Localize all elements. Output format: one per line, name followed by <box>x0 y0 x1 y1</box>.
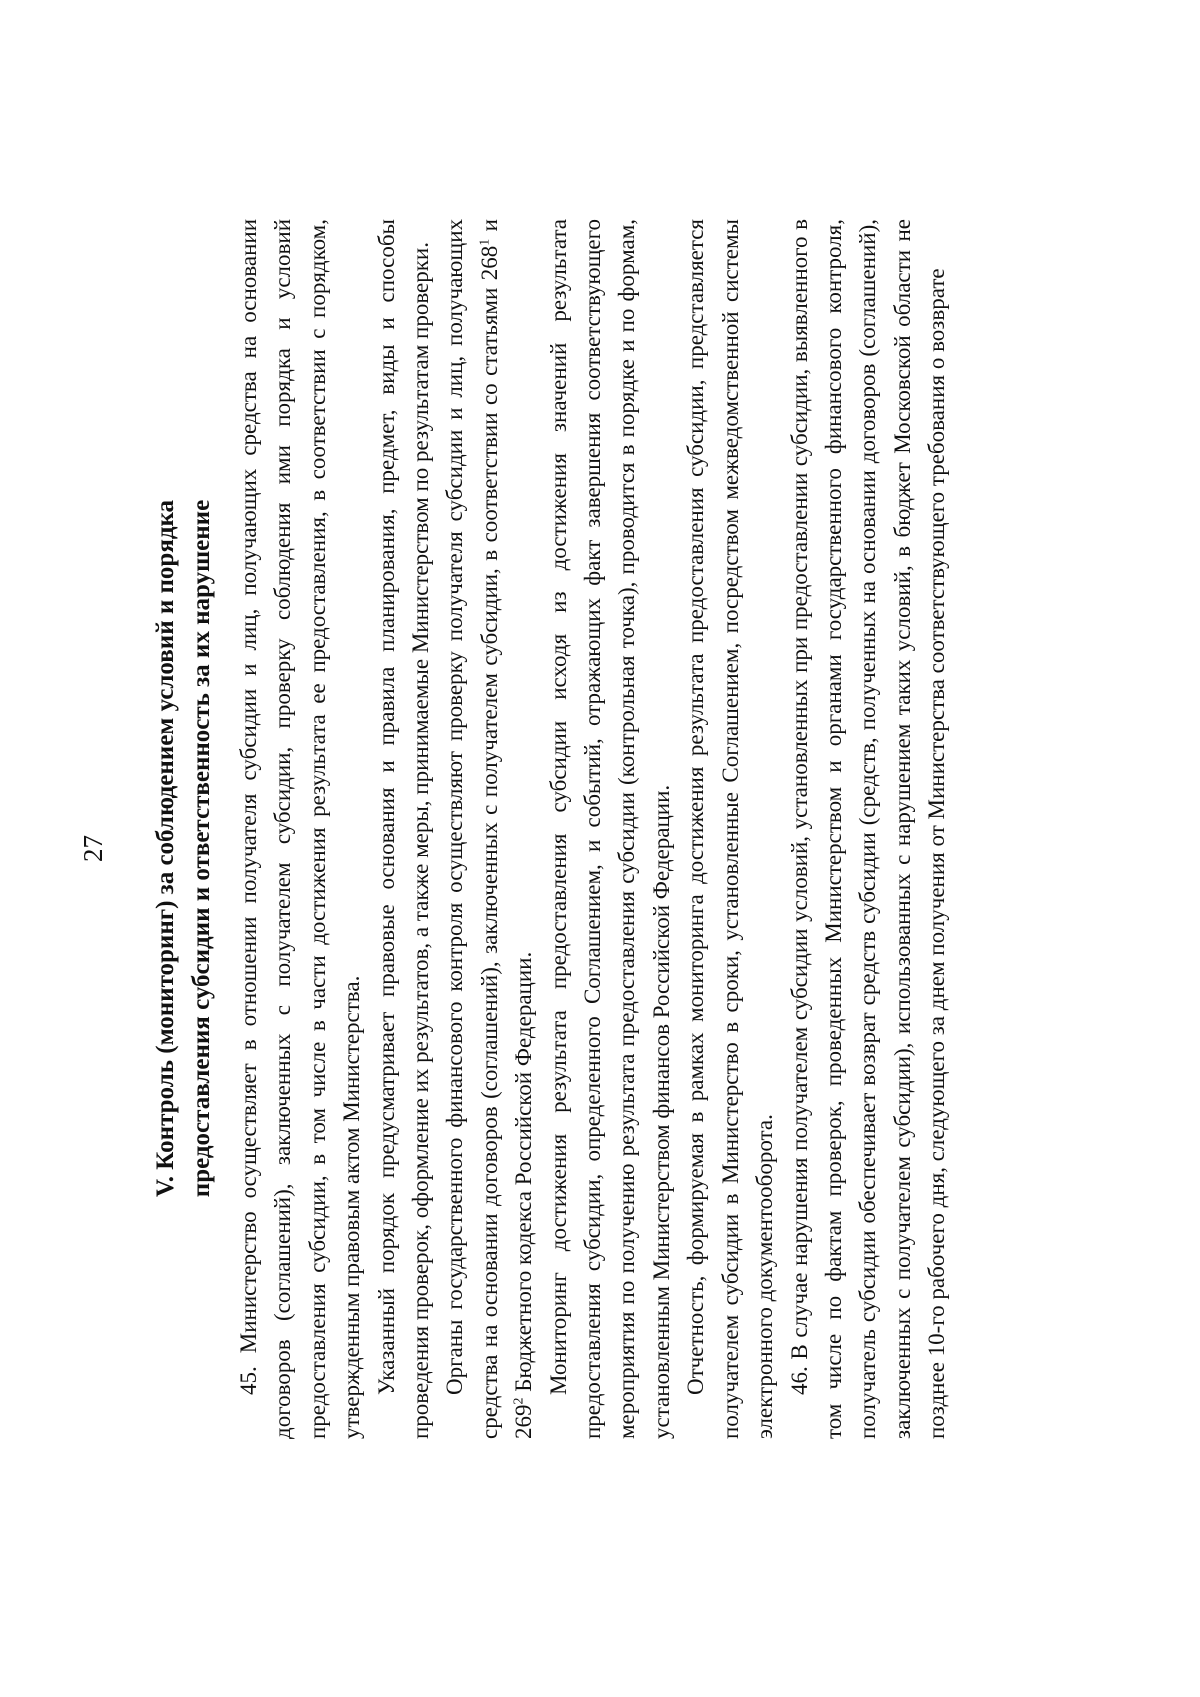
superscript-2: 2 <box>511 1397 527 1405</box>
paragraph-control-bodies-text-a: Органы государственного финансового контроля осуществляют проверку получателя субсидии и лиц, получающих средства на основании договоров (соглашений), заключенных с получателем субсидии, в соответствии со статьями 268 <box>442 219 502 1439</box>
paragraph-46: 46. В случае нарушения получателем субсидии условий, установленных при предоставлении субсидии, выявленного в том числе по фактам проверок, проведенных Министерством и органами государственного финансового контроля, получатель субсидии обеспечивает возврат средств субсидии (средств, полученных на основании договоров (соглашений), заключенных с получателем субсидии), использованных с нарушением таких условий, в бюджет Московской области не позднее 10-го рабочего дня, следующего за днем получения от Министерства соответствующего требования о возврате <box>786 219 950 1439</box>
paragraph-reporting: Отчетность, формируемая в рамках мониторинга достижения результата предоставления субсидии, представляется получателем субсидии в Министерство в сроки, установленные Соглашением, посредством межведомственной системы электронного документооборота. <box>683 219 778 1439</box>
superscript-1: 1 <box>477 238 493 246</box>
paragraph-control-bodies <box>438 219 541 1439</box>
paragraph-control-bodies-text-b: и 269 <box>476 219 537 1439</box>
section-heading-line-1: V. Контроль (мониторинг) за соблюдением условий и порядка <box>152 499 179 1198</box>
paragraph-monitoring: Мониторинг достижения результата предоставления субсидии исходя из достижения значений результата предоставления субсидии, определенного Соглашением, и событий, отражающих факт завершения соответствующего мероприятия по получению результата предоставления субсидии (контрольная точка), проводится в порядке и по формам, установленным Министерством финансов Российской Федерации. <box>545 219 674 1439</box>
section-heading-line-2: предоставления субсидии и ответственность за их нарушение <box>188 499 215 1198</box>
section-heading <box>148 0 220 1697</box>
paragraph-45: 45. Министерство осуществляет в отношении получателя субсидии и лиц, получающих средства на основании договоров (соглашений), заключенных с получателем субсидии, проверку соблюдения ими порядка и условий предоставления субсидии, в том числе в части достижения результата ее предоставления, в соответствии с порядком, утвержденным правовым актом Министерства. <box>236 219 365 1439</box>
document-body <box>232 219 955 1439</box>
paragraph-control-bodies-text-c: Бюджетного кодекса Российской Федерации. <box>511 951 537 1398</box>
paragraph-procedure: Указанный порядок предусматривает правовые основания и правила планирования, предмет, виды и способы проведения проверок, оформление их результатов, а также меры, принимаемые Министерством по результатам проверки. <box>373 219 434 1439</box>
page-number: 27 <box>78 835 108 862</box>
